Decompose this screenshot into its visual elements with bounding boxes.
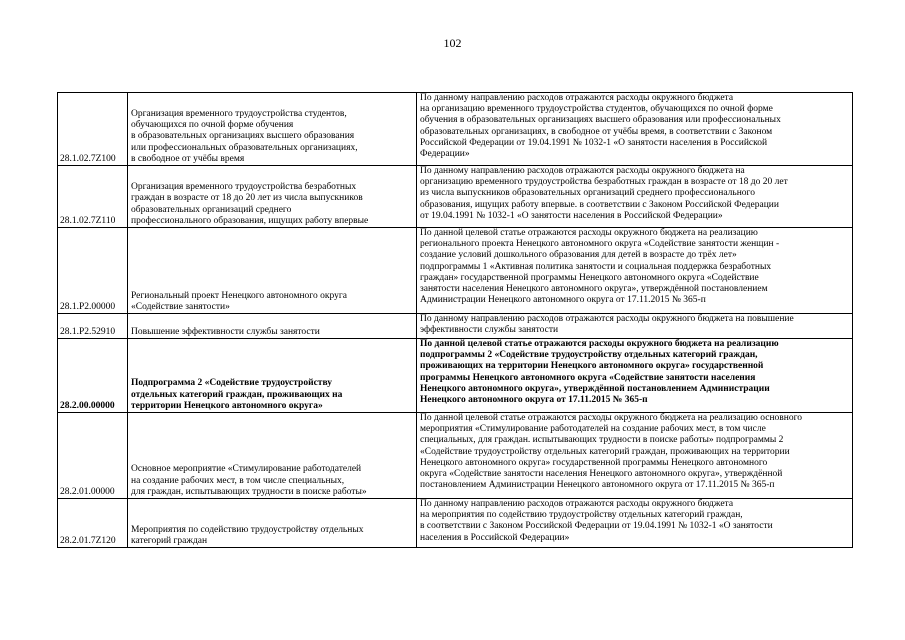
expense-name-line: Организация временного трудоустройства безработных (131, 182, 357, 193)
expense-description-line: По данному направлению расходов отражаются расходы окружного бюджета на повышение (420, 314, 794, 324)
expense-description-line: в соответствии с Законом Российской Федерации от 19.04.1991 № 1032-1 «О занятости (420, 521, 773, 532)
expense-description-line: от 19.04.1991 № 1032-1 «О занятости населения в Российской Федерации» (420, 210, 723, 221)
table-row (58, 228, 853, 314)
expense-description-line: граждан» государственной программы Ненецкого автономного округа «Содействие (420, 272, 759, 283)
expense-name-line: образовательных организаций среднего (131, 204, 292, 215)
expense-name-line: или профессиональных образовательных организациях, (131, 142, 358, 153)
classification-code: 28.2.01.00000 (58, 413, 128, 499)
expense-name-line: Основное мероприятие «Стимулирование работодателей (131, 464, 362, 475)
expense-name-line: в образовательных организациях высшего образования (131, 131, 355, 142)
expense-name-line: Мероприятия по содействию трудоустройству отдельных (131, 524, 364, 535)
table-row (58, 413, 853, 499)
expense-description-line: образования, ищущих работу впервые. в соответствии с Законом Российской Федерации (420, 199, 779, 210)
expense-description-line: из числа выпускников образовательных организаций среднего профессионального (420, 188, 755, 199)
expense-description (417, 228, 853, 314)
expense-description-line: населения в Российской Федерации» (420, 532, 570, 543)
expense-description-line: создание условий дошкольного образования для детей в возрасте до трёх лет» (420, 250, 737, 261)
expense-name-line: Подпрограмма 2 «Содействие трудоустройству (131, 378, 333, 389)
expense-description-line: По данному направлению расходов отражаются расходы окружного бюджета (420, 93, 734, 103)
expense-description-line: По данной целевой статье отражаются расходы окружного бюджета на реализацию (420, 339, 779, 349)
expense-name-line: на создание рабочих мест, в том числе специальных, (131, 475, 345, 486)
expense-name (128, 93, 417, 166)
expense-description-line: регионального проекта Ненецкого автономного округа «Содействие занятости женщин - (420, 239, 780, 250)
classification-code: 28.1.02.7Z110 (58, 166, 128, 228)
expense-description (417, 93, 853, 166)
expense-description-line: на мероприятия по содействию трудоустройству отдельных категорий граждан, (420, 510, 743, 521)
expense-description-line: Ненецкого автономного округа» государственной программы Ненецкого автономного (420, 457, 768, 468)
expense-name-line: профессионального образования, ищущих работу впервые (131, 215, 369, 226)
expense-name-line: категорий граждан (131, 535, 208, 546)
expense-name-line: обучающихся по очной форме обучения (131, 120, 294, 131)
classification-code: 28.1.P2.52910 (58, 314, 128, 339)
table-row (58, 93, 853, 166)
expense-description (417, 499, 853, 548)
table-body (58, 93, 853, 548)
expense-description (417, 314, 853, 339)
expense-description-line: Ненецкого автономного округа от 17.11.2015 № 365-п (420, 395, 648, 406)
expense-description-line: «Содействие трудоустройству отдельных категорий граждан, проживающих на территории (420, 446, 790, 457)
expense-description-line: подпрограммы 1 «Активная политика занятости и социальная поддержка безработных (420, 261, 772, 272)
expense-name-line: Региональный проект Ненецкого автономного округа (131, 290, 347, 301)
expense-description-line: постановлением Администрации Ненецкого автономного округа от 17.11.2015 № 365-п (420, 480, 775, 491)
expense-name-line: территории Ненецкого автономного округа» (131, 400, 323, 411)
expense-description-line: программы Ненецкого автономного округа «Содействие занятости населения (420, 372, 756, 383)
expense-description-line: на организацию временного трудоустройства студентов, обучающихся по очной форме (420, 104, 773, 115)
expense-name (128, 499, 417, 548)
classification-code: 28.2.01.7Z120 (58, 499, 128, 548)
expense-description-line: округа «Содействие занятости населения Ненецкого автономного округа», утверждённой (420, 469, 783, 480)
expense-description-line: Федерации» (420, 149, 470, 160)
expense-description-line: По данному направлению расходов отражаются расходы окружного бюджета (420, 499, 734, 509)
classification-code: 28.1.P2.00000 (58, 228, 128, 314)
expense-name (128, 413, 417, 499)
expense-name (128, 314, 417, 339)
expense-name (128, 228, 417, 314)
budget-classification-table (57, 92, 853, 548)
expense-name-line: для граждан, испытывающих трудности в поиске работы» (131, 486, 367, 497)
table-row (58, 314, 853, 339)
expense-name-line: Организация временного трудоустройства студентов, (131, 108, 347, 119)
expense-description-line: По данной целевой статье отражаются расходы окружного бюджета на реализацию (420, 228, 758, 238)
expense-description-line: специальных, для граждан. испытывающих трудности в поиске работы» подпрограммы 2 (420, 435, 784, 446)
expense-description-line: организацию временного трудоустройства безработных граждан в возрасте от 18 до 20 лет (420, 177, 788, 188)
expense-name-line: граждан в возрасте от 18 до 20 лет из числа выпускников (131, 193, 363, 204)
expense-description-line: образовательных организациях, в свободное от учёбы время, в соответствии с Законом (420, 126, 773, 137)
expense-description-line: подпрограммы 2 «Содействие трудоустройству отдельных категорий граждан, (420, 350, 758, 361)
expense-name-line: в свободное от учёбы время (131, 153, 245, 164)
expense-description-line: Администрации Ненецкого автономного округа от 17.11.2015 № 365-п (420, 295, 706, 306)
expense-name-line: Повышение эффективности службы занятости (131, 326, 320, 337)
expense-description-line: эффективности службы занятости (420, 325, 559, 336)
expense-description (417, 413, 853, 499)
expense-name-line: «Содействие занятости» (131, 301, 230, 312)
table-row (58, 499, 853, 548)
expense-description-line: проживающих на территории Ненецкого автономного округа» государственной (420, 361, 764, 372)
classification-code: 28.1.02.7Z100 (58, 93, 128, 166)
expense-description-line: обучения в образовательных организациях высшего образования или профессиональных (420, 115, 781, 126)
expense-description-line: По данной целевой статье отражаются расходы окружного бюджета на реализацию основного (420, 413, 803, 423)
expense-description-line: мероприятия «Стимулирование работодателей на создание рабочих мест, в том числе (420, 424, 766, 435)
table-row (58, 339, 853, 413)
table-row (58, 166, 853, 228)
classification-code: 28.2.00.00000 (58, 339, 128, 413)
expense-description (417, 339, 853, 413)
expense-description-line: Ненецкого автономного округа», утверждённой постановлением Администрации (420, 383, 770, 394)
expense-description-line: занятости населения Ненецкого автономного округа», утверждённой постановлением (420, 284, 768, 295)
page-number: 102 (443, 36, 462, 50)
expense-description (417, 166, 853, 228)
expense-description-line: Российской Федерации от 19.04.1991 № 1032-1 «О занятости населения в Российской (420, 137, 768, 148)
expense-description-line: По данному направлению расходов отражаются расходы окружного бюджета на (420, 166, 745, 176)
expense-name-line: отдельных категорий граждан, проживающих на (131, 389, 343, 400)
expense-name (128, 166, 417, 228)
expense-name (128, 339, 417, 413)
